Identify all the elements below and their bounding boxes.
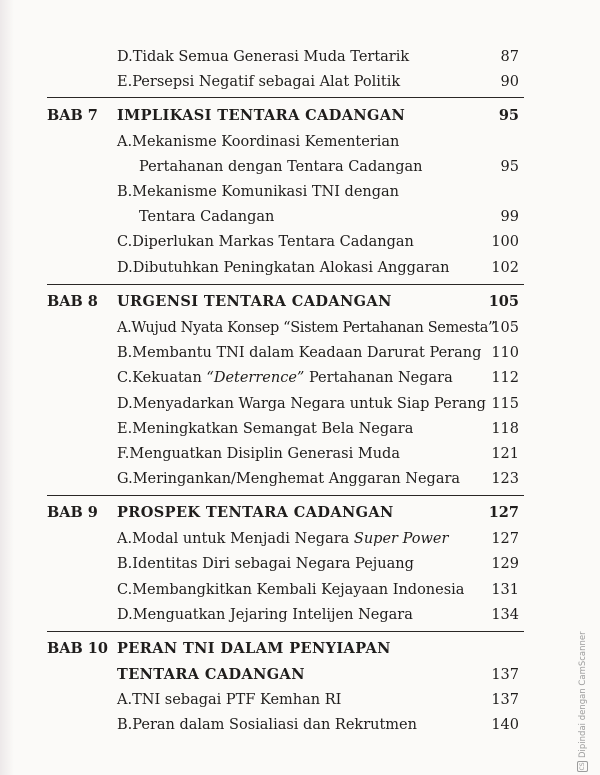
- chapter-title: IMPLIKASI TENTARA CADANGAN: [117, 107, 406, 124]
- chapter-title: TENTARA CADANGAN: [117, 666, 305, 683]
- toc-subsection: B.Identitas Diri sebagai Negara Pejuang 129: [0, 552, 600, 576]
- toc-subsection: D.Menguatkan Jejaring Intelijen Negara 134: [0, 603, 600, 627]
- page-number: 95: [500, 159, 519, 175]
- toc-subsection: D.Tidak Semua Generasi Muda Tertarik 87: [0, 45, 600, 69]
- page-number: 137: [491, 692, 519, 708]
- toc-subsection: E.Meningkatkan Semangat Bela Negara 118: [0, 417, 600, 441]
- chapter-title: PROSPEK TENTARA CADANGAN: [117, 504, 394, 521]
- toc-subsection-continued: Tentara Cadangan 99: [0, 205, 600, 229]
- page-number: 137: [491, 667, 519, 683]
- page-number: 95: [498, 107, 519, 124]
- toc-subsection: C.Kekuatan “Deterrence” Pertahanan Negara 112: [0, 366, 600, 390]
- toc-subsection: B.Membantu TNI dalam Keadaan Darurat Perang 110: [0, 341, 600, 365]
- chapter-title: PERAN TNI DALAM PENYIAPAN: [117, 640, 391, 657]
- toc-subsection: G.Meringankan/Menghemat Anggaran Negara 123: [0, 467, 600, 491]
- toc-subsection: D.Dibutuhkan Peningkatan Alokasi Anggaran 102: [0, 256, 600, 280]
- toc-subsection: F.Menguatkan Disiplin Generasi Muda 121: [0, 442, 600, 466]
- page-number: 127: [491, 531, 519, 547]
- page-number: 127: [488, 504, 519, 521]
- page-number: 110: [491, 345, 519, 361]
- toc-chapter: [0, 637, 600, 661]
- chapter-number: BAB 7: [47, 107, 98, 124]
- chapter-divider: [47, 495, 524, 496]
- toc-subsection: A.Mekanisme Koordinasi Kementerian: [117, 134, 400, 150]
- page-number: 99: [500, 209, 519, 225]
- chapter-number: BAB 8: [47, 293, 98, 310]
- page-number: 105: [491, 320, 519, 336]
- scanner-watermark: CSDipindai dengan CamScanner: [578, 631, 588, 771]
- toc-subsection: A.TNI sebagai PTF Kemhan RI 137: [0, 688, 600, 712]
- chapter-divider: [47, 631, 524, 632]
- toc-chapter-continued: [0, 663, 600, 687]
- toc-subsection: C.Membangkitkan Kembali Kejayaan Indonesia 131: [0, 578, 600, 602]
- page-number: 102: [491, 260, 519, 276]
- page-number: 121: [491, 446, 519, 462]
- toc-subsection: C.Diperlukan Markas Tentara Cadangan 100: [0, 230, 600, 254]
- page-number: 87: [500, 49, 519, 65]
- toc-chapter: [0, 104, 600, 128]
- camscanner-icon: CS: [579, 762, 586, 771]
- page-number: 134: [491, 607, 519, 623]
- page-number: 140: [491, 717, 519, 733]
- toc-subsection: B.Peran dalam Sosialiasi dan Rekrutmen 140: [0, 713, 600, 737]
- page-number: 100: [491, 234, 519, 250]
- toc-subsection: A.Wujud Nyata Konsep “Sistem Pertahanan Semesta” 105: [0, 316, 600, 340]
- chapter-divider: [47, 97, 524, 98]
- chapter-title: URGENSI TENTARA CADANGAN: [117, 293, 392, 310]
- toc-subsection: B.Mekanisme Komunikasi TNI dengan: [117, 184, 400, 200]
- toc-chapter: [0, 501, 600, 525]
- toc-subsection: A.Modal untuk Menjadi Negara Super Power 127: [0, 527, 600, 551]
- page-number: 112: [491, 370, 519, 386]
- page-number: 123: [491, 471, 519, 487]
- page-number: 90: [500, 74, 519, 90]
- toc-subsection-continued: Pertahanan dengan Tentara Cadangan 95: [0, 155, 600, 179]
- italic-term: Super Power: [353, 531, 449, 547]
- page-number: 131: [491, 582, 519, 598]
- toc-subsection: D.Menyadarkan Warga Negara untuk Siap Perang 115: [0, 392, 600, 416]
- chapter-divider: [47, 284, 524, 285]
- italic-term: “Deterrence”: [206, 370, 305, 386]
- toc-subsection: E.Persepsi Negatif sebagai Alat Politik 90: [0, 70, 600, 94]
- chapter-number: BAB 10: [47, 640, 108, 657]
- page-number: 105: [488, 293, 519, 310]
- chapter-number: BAB 9: [47, 504, 98, 521]
- page-number: 118: [491, 421, 519, 437]
- toc-chapter: [0, 290, 600, 314]
- page-number: 129: [491, 556, 519, 572]
- page-number: 115: [491, 396, 519, 412]
